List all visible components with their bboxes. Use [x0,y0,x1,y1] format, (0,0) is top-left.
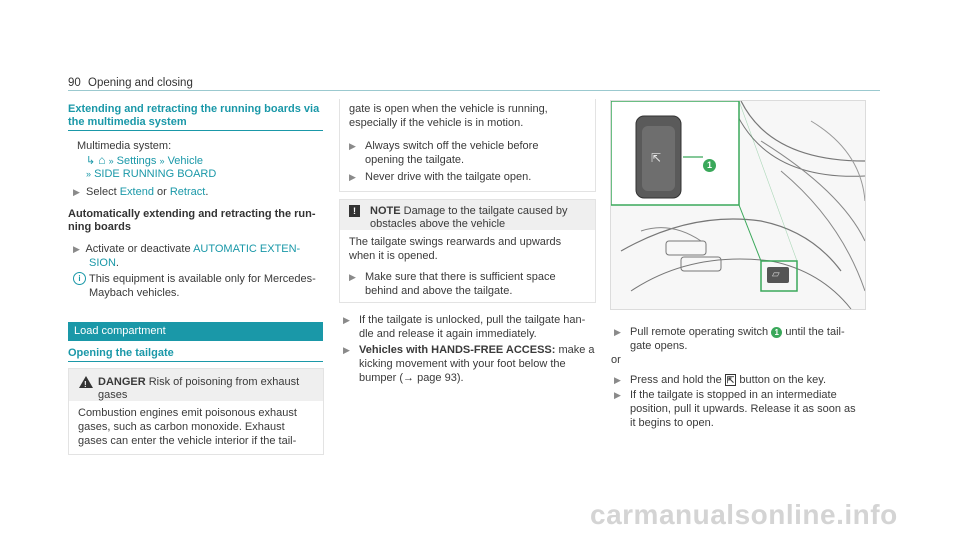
tailgate-switch-illustration [610,100,866,310]
section-rule [68,361,323,362]
chapter-title: Opening and closing [88,77,193,89]
bullet-arrow-icon: ▶ [349,141,356,151]
or-text: or [611,354,621,366]
option-retract[interactable]: Retract [169,186,206,198]
tailgate-key-icon: ⇱ [726,375,735,385]
switch-detail-icon: ▱ [772,269,780,280]
danger-label: DANGER [98,376,146,388]
note-box [339,199,596,303]
bullet-sufficient-space: Make sure that there is sufficient space behind and above the tailgate. [365,271,556,297]
step-pull-switch: Pull remote operating switch 1 until the tail- gate opens. [630,326,845,352]
note-label: NOTE [370,205,401,217]
section-title-opening: Opening the tailgate [68,347,174,359]
section-rule [68,130,323,131]
watermark: carmanualsonline.info [590,499,898,530]
step-intermediate: If the tailgate is stopped in an intermediate position, pull it upwards. Release it as soon as it begins to open. [630,389,856,429]
bullet-arrow-icon: ▶ [73,187,80,197]
note-body: The tailgate swings rearwards and upwards when it is opened. [349,236,562,262]
callout-1: 1 [703,159,716,172]
menu-settings[interactable]: Settings [116,155,157,167]
chevron-right-icon: » [159,156,165,166]
bullet-arrow-icon: ▶ [73,244,80,254]
info-note [73,271,86,285]
chevron-right-icon: » [108,156,114,166]
menu-path-line-1 [86,153,203,168]
home-icon: ⌂ [98,153,106,167]
menu-side-running-board[interactable]: SIDE RUNNING BOARD [94,168,217,180]
bullet-switch-off [349,139,356,153]
danger-box-continued: gate is open when the vehicle is running, especially if the vehicle is in motion. ▶ Always switch off the vehicle before opening the tailgate. ▶ Never drive with the tailgate open. [339,99,596,192]
return-arrow-icon: ↳ [86,155,96,167]
note-header: ! NOTE Damage to the tailgate caused by obstacles above the vehicle [340,200,595,230]
option-automatic-extension[interactable]: AUTOMATIC EXTEN- [193,243,301,255]
step-pull-handle: If the tailgate is unlocked, pull the tailgate han- dle and release it again immediately. [359,314,586,340]
section-title-running-boards: Extending and retracting the running boards via the multimedia system [68,103,320,128]
step-hands-free: Vehicles with HANDS-FREE ACCESS: make a kicking movement with your foot below the bumper (→ page 93). [359,344,595,384]
multimedia-label: Multimedia system: [77,140,172,152]
bullet-arrow-icon: ▶ [349,172,356,182]
menu-path-line-2 [86,167,216,181]
subtitle-automatic: Automatically extending and retracting the run- ning boards [68,208,316,233]
bullet-never-drive [349,170,356,184]
chevron-right-icon: » [86,169,92,179]
bullet-arrow-icon: ▶ [614,375,621,385]
step-activate: ▶ Activate or deactivate AUTOMATIC EXTEN- [73,243,301,255]
step-press-key: Press and hold the ⇱ button on the key. [630,374,827,386]
warning-triangle-icon: ! [79,376,93,388]
danger-box [68,368,324,455]
info-icon: i [73,272,86,285]
tailgate-icon: ⇱ [651,151,662,165]
menu-vehicle[interactable]: Vehicle [167,155,204,167]
info-text: This equipment is available only for Mercedes- Maybach vehicles. [89,273,316,299]
bullet-arrow-icon: ▶ [343,315,350,325]
exclamation-icon: ! [349,205,360,217]
step-select: ▶ Select Extend or Retract. [73,186,209,198]
door-panel-drawing [611,101,865,309]
danger-body: Combustion engines emit poisonous exhaust gases, such as carbon monoxide. Exhaust gases can enter the vehicle interior if the tail- [78,407,297,447]
header-divider [68,90,880,91]
page-number: 90 [68,77,81,89]
page-reference-link[interactable]: bumper (→ page 93). [359,372,464,384]
bullet-arrow-icon: ▶ [614,327,621,337]
bullet-arrow-icon: ▶ [349,272,356,282]
callout-1-inline: 1 [771,327,782,338]
option-extend[interactable]: Extend [119,186,154,198]
bullet-arrow-icon: ▶ [343,345,350,355]
option-automatic-extension-cont[interactable]: SION. [89,257,119,269]
danger-header: ! DANGER Risk of poisoning from exhaust gases [69,369,323,401]
band-load-compartment: Load compartment [68,322,323,341]
bullet-arrow-icon: ▶ [614,390,621,400]
